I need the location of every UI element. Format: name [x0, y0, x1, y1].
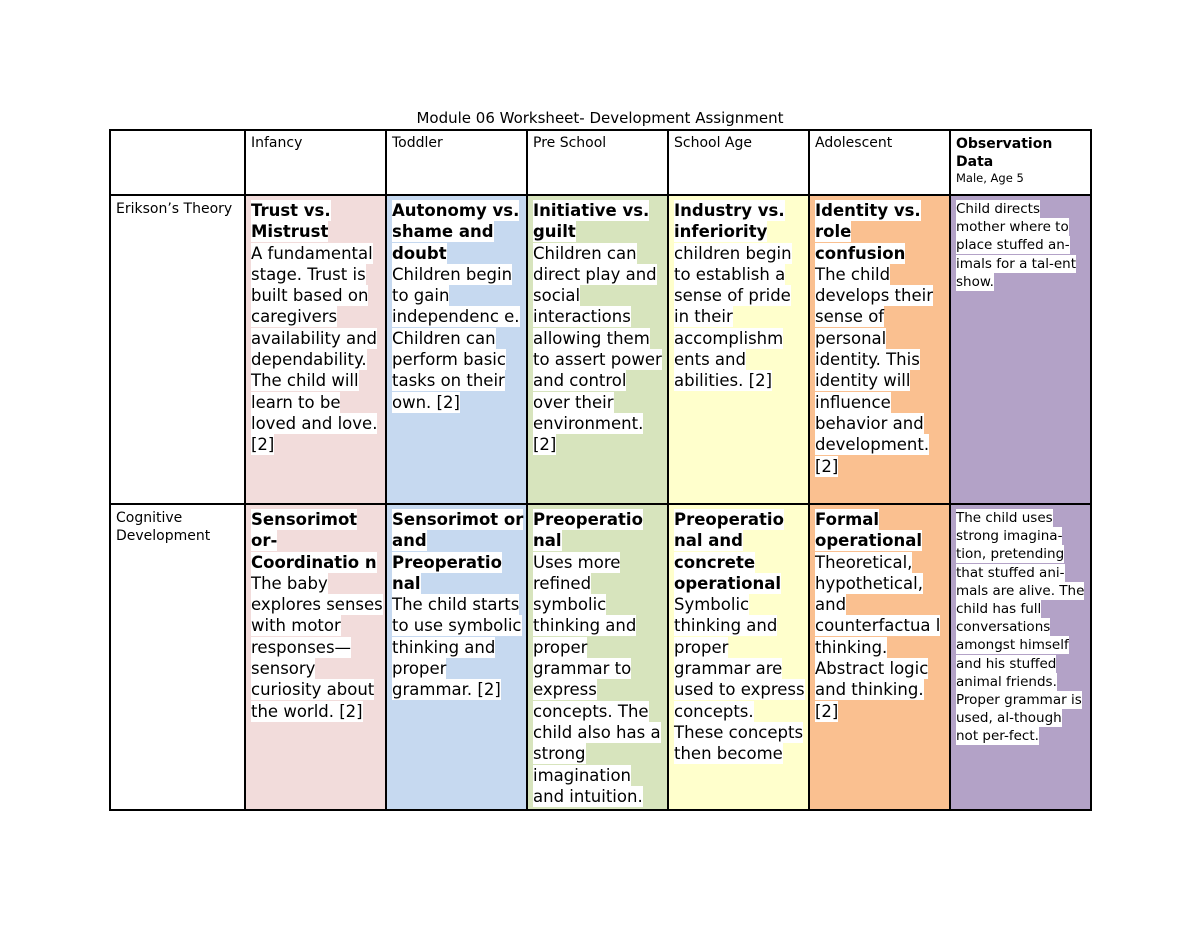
row-label-cognitive: Cognitive Development [110, 504, 245, 810]
cell-heading: Formal operational [815, 510, 923, 551]
empty-corner-cell [110, 130, 245, 195]
cell-text: The child develops their sense of personal identity. This identity will influence behavior and development. [2] [815, 264, 933, 476]
erikson-infancy-cell [245, 195, 386, 504]
cell-heading: Preoperatio nal and concrete operational [674, 510, 784, 593]
cell-text: The child starts to use symbolic thinking and proper grammar. [2] [392, 595, 522, 700]
observation-text: The child uses strong imagina-tion, pretending that stuffed ani-mals are alive. The child has full conversations amongst himself and his stuffed animal friends. Proper grammar is used, al-though not per-fect. [956, 510, 1085, 745]
cell-heading: Autonomy vs. shame and doubt [392, 201, 520, 263]
cell-text: Uses more refined symbolic thinking and proper grammar to express concepts. The child also has a strong imagination and intuition. [533, 552, 661, 806]
development-table [109, 129, 1092, 811]
erikson-preschool-cell [527, 195, 668, 504]
observation-subtitle: Male, Age 5 [956, 171, 1024, 185]
erikson-school-age-cell [668, 195, 809, 504]
header-row [110, 130, 1091, 195]
cell-heading: Trust vs. Mistrust [251, 201, 331, 242]
cell-text: Theoretical, hypothetical, and counterfactua l thinking. Abstract logic and thinking. [2] [815, 552, 941, 721]
cognitive-school-age-cell [668, 504, 809, 810]
erikson-observation-cell [950, 195, 1091, 504]
cell-text: children begin to establish a sense of pride in their accomplishm ents and abilities. [2] [674, 243, 792, 391]
header-school-age: School Age [668, 130, 809, 195]
cell-text: Symbolic thinking and proper grammar are used to express concepts. These concepts then become [674, 595, 805, 764]
cell-text: The baby explores senses with motor responses—sensory curiosity about the world. [2] [251, 573, 383, 721]
row-label-erikson: Erikson’s Theory [110, 195, 245, 504]
cognitive-adolescent-cell [809, 504, 950, 810]
cell-heading: Industry vs. inferiority [674, 201, 785, 242]
cell-heading: Sensorimot or-Coordinatio n [251, 510, 377, 572]
cognitive-toddler-cell [386, 504, 527, 810]
cell-heading: Sensorimot or and Preoperatio nal [392, 510, 524, 593]
cognitive-infancy-cell [245, 504, 386, 810]
cell-heading: Preoperatio nal [533, 510, 643, 551]
cognitive-preschool-cell [527, 504, 668, 810]
erikson-adolescent-cell [809, 195, 950, 504]
header-adolescent: Adolescent [809, 130, 950, 195]
cognitive-observation-cell [950, 504, 1091, 810]
page-title: Module 06 Worksheet- Development Assignment [416, 109, 784, 127]
header-observation-data [950, 130, 1091, 195]
header-toddler: Toddler [386, 130, 527, 195]
header-pre-school: Pre School [527, 130, 668, 195]
erikson-toddler-cell [386, 195, 527, 504]
header-infancy: Infancy [245, 130, 386, 195]
cell-heading: Identity vs. role confusion [815, 201, 921, 263]
table-row [110, 504, 1091, 810]
cell-heading: Initiative vs. guilt [533, 201, 650, 242]
cell-text: Children can direct play and social interactions allowing them to assert power and control over their environment. [2] [533, 243, 662, 455]
cell-text: Children begin to gain independenc e. Children can perform basic tasks on their own. [2] [392, 264, 520, 412]
cell-text: A fundamental stage. Trust is built based on caregivers availability and dependability. The child will learn to be loved and love. [2] [251, 243, 378, 455]
observation-title: Observation Data [956, 136, 1053, 170]
table-row [110, 195, 1091, 504]
observation-text: Child directs mother where to place stuffed an-imals for a tal-ent show. [956, 201, 1077, 290]
